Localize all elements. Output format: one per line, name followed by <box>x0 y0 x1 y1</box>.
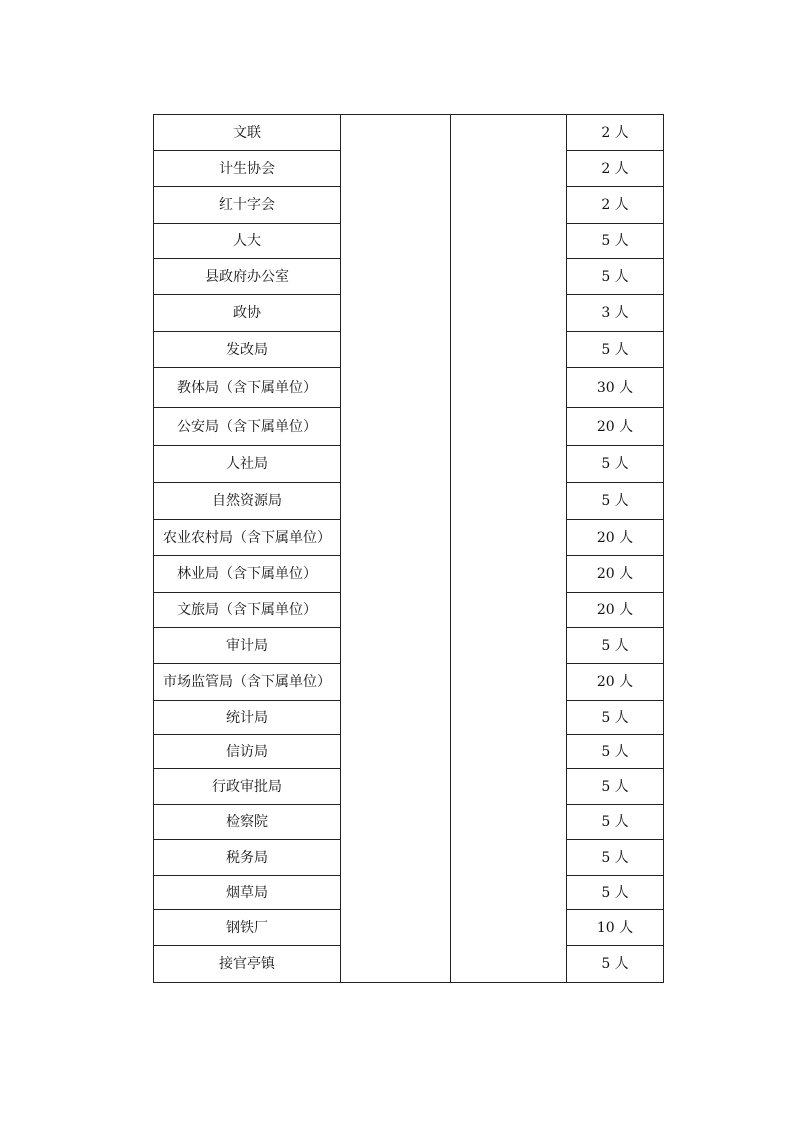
unit-name-cell: 公安局（含下属单位） <box>154 408 341 446</box>
quota-count-cell: 10 人 <box>567 910 664 946</box>
quota-count-cell: 5 人 <box>567 628 664 664</box>
unit-name-cell: 检察院 <box>154 805 341 840</box>
unit-name-cell: 计生协会 <box>154 151 341 187</box>
unit-name-cell: 发改局 <box>154 332 341 368</box>
quota-count-cell: 5 人 <box>567 446 664 483</box>
quota-count-cell: 30 人 <box>567 368 664 408</box>
quota-count-cell: 3 人 <box>567 295 664 332</box>
unit-name-cell: 统计局 <box>154 701 341 735</box>
unit-name-cell: 文旅局（含下属单位） <box>154 593 341 628</box>
unit-name-cell: 烟草局 <box>154 876 341 910</box>
merged-blank-cell-1 <box>341 115 451 983</box>
unit-name-cell: 林业局（含下属单位） <box>154 556 341 593</box>
quota-count-cell: 5 人 <box>567 701 664 735</box>
quota-count-cell: 20 人 <box>567 408 664 446</box>
unit-name-cell: 行政审批局 <box>154 769 341 805</box>
unit-name-cell: 钢铁厂 <box>154 910 341 946</box>
table-row <box>154 115 664 151</box>
unit-name-cell: 文联 <box>154 115 341 151</box>
quota-count-cell: 5 人 <box>567 876 664 910</box>
quota-count-cell: 5 人 <box>567 946 664 983</box>
quota-count-cell: 5 人 <box>567 332 664 368</box>
quota-count-cell: 20 人 <box>567 556 664 593</box>
unit-name-cell: 税务局 <box>154 840 341 876</box>
unit-name-cell: 县政府办公室 <box>154 259 341 295</box>
quota-count-cell: 2 人 <box>567 187 664 224</box>
unit-name-cell: 人社局 <box>154 446 341 483</box>
quota-count-cell: 20 人 <box>567 664 664 701</box>
unit-name-cell: 教体局（含下属单位） <box>154 368 341 408</box>
quota-count-cell: 5 人 <box>567 224 664 259</box>
quota-count-cell: 20 人 <box>567 593 664 628</box>
unit-name-cell: 人大 <box>154 224 341 259</box>
quota-count-cell: 5 人 <box>567 483 664 520</box>
quota-count-cell: 5 人 <box>567 259 664 295</box>
unit-name-cell: 红十字会 <box>154 187 341 224</box>
unit-name-cell: 接官亭镇 <box>154 946 341 983</box>
quota-count-cell: 2 人 <box>567 151 664 187</box>
unit-quota-table <box>153 114 664 983</box>
unit-name-cell: 市场监管局（含下属单位） <box>154 664 341 701</box>
merged-blank-cell-2 <box>451 115 567 983</box>
unit-name-cell: 自然资源局 <box>154 483 341 520</box>
quota-count-cell: 2 人 <box>567 115 664 151</box>
quota-count-cell: 20 人 <box>567 520 664 556</box>
unit-name-cell: 审计局 <box>154 628 341 664</box>
quota-count-cell: 5 人 <box>567 735 664 769</box>
quota-count-cell: 5 人 <box>567 805 664 840</box>
table-body <box>154 115 664 983</box>
quota-count-cell: 5 人 <box>567 840 664 876</box>
unit-name-cell: 农业农村局（含下属单位） <box>154 520 341 556</box>
unit-name-cell: 政协 <box>154 295 341 332</box>
unit-name-cell: 信访局 <box>154 735 341 769</box>
quota-count-cell: 5 人 <box>567 769 664 805</box>
